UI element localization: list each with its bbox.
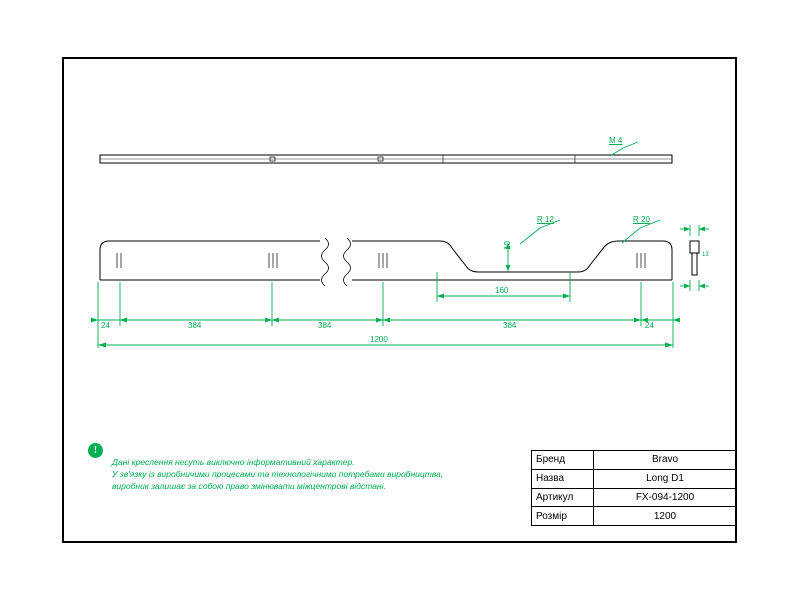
front-view-profile bbox=[100, 241, 672, 280]
label-grip-160: 160 bbox=[495, 286, 509, 295]
title-block-row bbox=[532, 507, 736, 525]
label-dim-end-left: 24 bbox=[101, 321, 110, 330]
title-block-key-size: Розмір bbox=[532, 507, 594, 525]
label-dim-seg-1: 384 bbox=[188, 321, 202, 330]
title-block-key-article: Артикул bbox=[532, 489, 594, 507]
label-radius-outer: R 20 bbox=[633, 215, 650, 224]
side-view bbox=[690, 241, 699, 275]
label-dim-seg-2: 384 bbox=[318, 321, 332, 330]
top-view-bar bbox=[100, 155, 672, 163]
title-block-row bbox=[532, 470, 736, 489]
title-block-row bbox=[532, 451, 736, 470]
note-line-2: У зв'язку із виробничими процесами та технологічними потребами виробництва, bbox=[112, 469, 444, 479]
front-view-hole-marks bbox=[117, 253, 645, 268]
label-dim-end-right: 24 bbox=[645, 321, 654, 330]
break-line bbox=[322, 238, 351, 286]
title-block-value-size: 1200 bbox=[653, 510, 677, 522]
label-side-depth: 13 bbox=[702, 252, 709, 258]
note-line-1: Дані креслення несуть виключно інформативний характер. bbox=[112, 457, 355, 467]
note-line-3: виробник залишає за собою право змінювати міжцентрові відстані. bbox=[112, 481, 386, 491]
label-thread-m4: M 4 bbox=[609, 136, 623, 145]
title-block-value-brand: Bravo bbox=[651, 454, 679, 466]
note-text bbox=[112, 456, 443, 492]
title-block-key-name: Назва bbox=[532, 470, 594, 488]
title-block-value-article: FX-094-1200 bbox=[635, 491, 695, 503]
label-total-1200: 1200 bbox=[370, 335, 388, 344]
side-view-dims bbox=[680, 225, 709, 291]
label-radius-inner: R 12 bbox=[537, 215, 554, 224]
title-block-value-name: Long D1 bbox=[646, 473, 684, 485]
title-block bbox=[531, 450, 737, 526]
warning-icon: ! bbox=[88, 443, 103, 458]
label-dim-seg-3: 384 bbox=[503, 321, 517, 330]
title-block-key-brand: Бренд bbox=[532, 451, 594, 469]
title-block-row bbox=[532, 489, 736, 508]
label-height-10: 10 bbox=[503, 241, 512, 250]
